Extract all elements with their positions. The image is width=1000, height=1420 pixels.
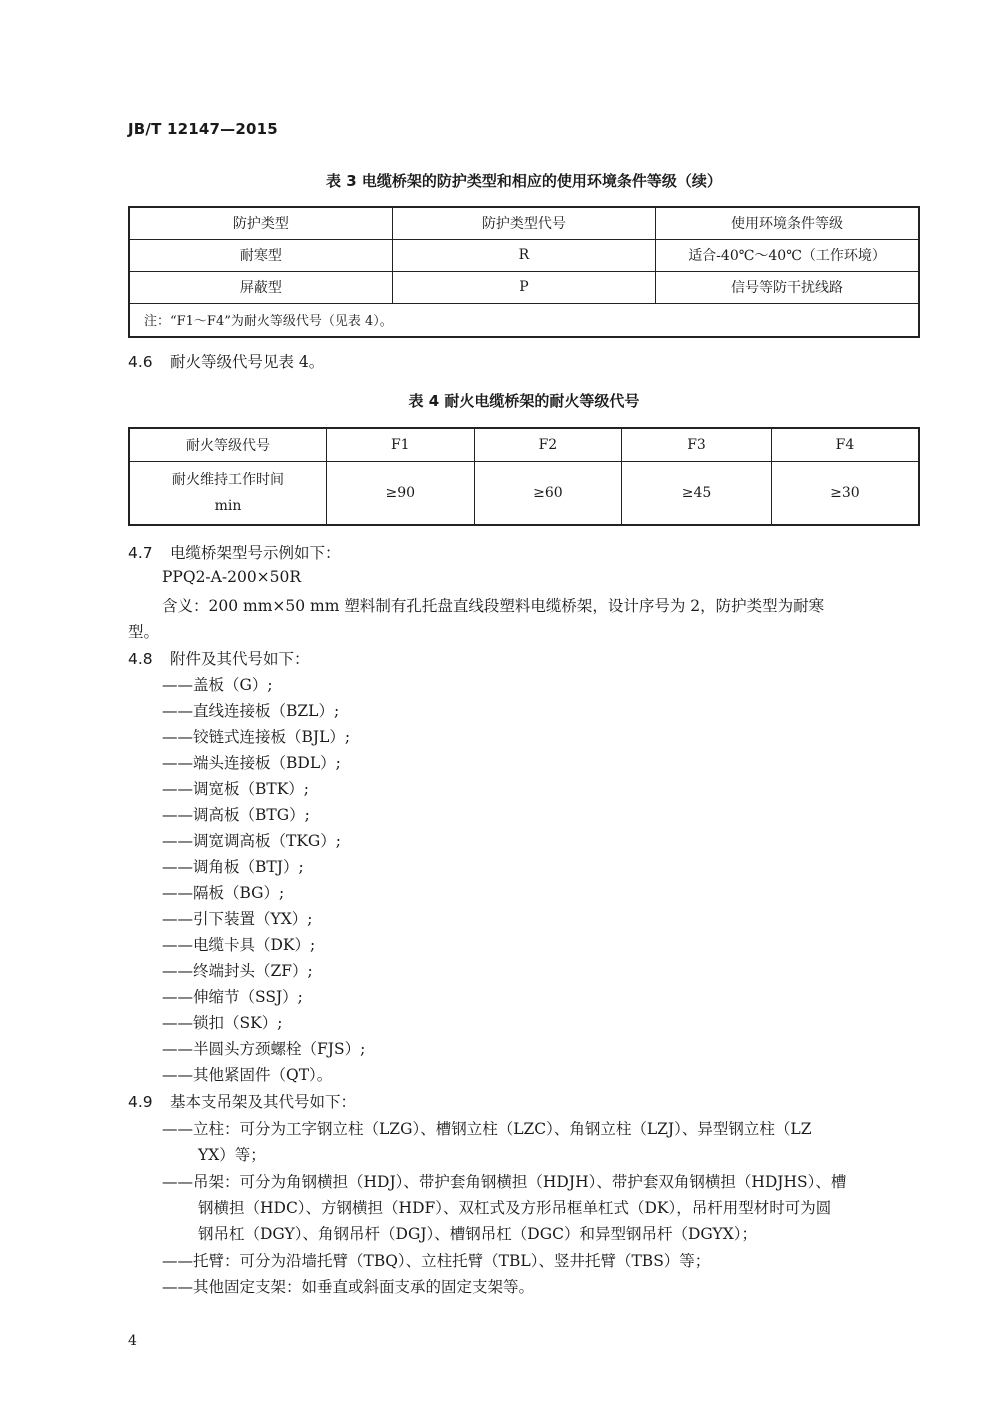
clause-number: 4.8	[128, 650, 153, 668]
list-item: ——终端封头（ZF）;	[162, 962, 313, 980]
table3-row	[129, 271, 919, 303]
table4-level-cell: F1	[326, 428, 474, 461]
list-item: ——立柱：可分为工字钢立柱（LZG）、槽钢立柱（LZC）、角钢立柱（LZJ）、异型钢立柱（LZ	[162, 1120, 812, 1138]
row-label-line: 耐火维持工作时间	[171, 471, 284, 488]
clause-text: 基本支吊架及其代号如下：	[170, 1093, 357, 1111]
table3-caption: 表 3 电缆桥架的防护类型和相应的使用环境条件等级（续）	[326, 172, 722, 190]
list-item: ——盖板（G）;	[162, 676, 273, 694]
list-item: ——托臂：可分为沿墙托臂（TBQ）、立柱托臂（TBL）、竖井托臂（TBS）等；	[162, 1252, 711, 1270]
list-item: ——锁扣（SK）;	[162, 1014, 283, 1032]
list-item: ——调宽调高板（TKG）;	[162, 832, 342, 850]
list-item-cont: 钢横担（HDC）、方钢横担（HDF）、双杠式及方形吊框单杠式（DK），吊杆用型材时可为圆	[198, 1199, 832, 1217]
table4-value-cell: ≥60	[474, 461, 622, 525]
list-item: ——其他紧固件（QT）。	[162, 1066, 333, 1084]
model-meaning: 含义：200 mm×50 mm 塑料制有孔托盘直线段塑料电缆桥架，设计序号为 2，防护类型为耐寒	[162, 597, 825, 615]
table4-row-label	[129, 461, 326, 525]
table3-cell: 耐寒型	[129, 239, 392, 271]
table4	[128, 427, 920, 526]
table3	[128, 206, 920, 338]
clause-text: 电缆桥架型号示例如下：	[170, 544, 341, 562]
table4-level-cell: F2	[474, 428, 622, 461]
standard-code: JB/T 12147—2015	[128, 120, 278, 138]
table4-header-row	[129, 428, 919, 461]
table3-row	[129, 239, 919, 271]
table4-value-cell: ≥30	[771, 461, 919, 525]
list-item: ——直线连接板（BZL）;	[162, 702, 340, 720]
list-item: ——调宽板（BTK）;	[162, 780, 310, 798]
list-item: ——调高板（BTG）;	[162, 806, 310, 824]
clause-4-6	[128, 350, 324, 372]
clause-text: 附件及其代号如下：	[170, 650, 310, 668]
clause-number: 4.9	[128, 1093, 153, 1111]
list-item: ——调角板（BTJ）;	[162, 858, 304, 876]
model-meaning-cont: 型。	[128, 623, 160, 641]
table3-header-cell: 使用环境条件等级	[656, 207, 919, 239]
list-item: ——端头连接板（BDL）;	[162, 754, 341, 772]
list-item: ——铰链式连接板（BJL）;	[162, 728, 351, 746]
list-item: ——伸缩节（SSJ）;	[162, 988, 303, 1006]
clause-number: 4.7	[128, 544, 153, 562]
table3-cell: P	[392, 271, 655, 303]
table4-header-label: 耐火等级代号	[129, 428, 326, 461]
clause-4-8	[128, 647, 310, 669]
table3-note: 注：“F1～F4”为耐火等级代号（见表 4）。	[129, 303, 919, 337]
table3-header-cell: 防护类型代号	[392, 207, 655, 239]
page-number: 4	[128, 1333, 137, 1349]
clause-4-9	[128, 1090, 356, 1112]
row-label-unit: min	[214, 497, 242, 514]
list-item: ——吊架：可分为角钢横担（HDJ）、带护套角钢横担（HDJH）、带护套双角钢横担（HDJHS）、槽	[162, 1173, 847, 1191]
table3-cell: 信号等防干扰线路	[656, 271, 919, 303]
table4-row	[129, 461, 919, 525]
list-item-cont: 钢吊杠（DGY）、角钢吊杆（DGJ）、槽钢吊杠（DGC）和异型钢吊杆（DGYX）；	[198, 1225, 758, 1243]
table3-cell: R	[392, 239, 655, 271]
list-item: ——电缆卡具（DK）;	[162, 936, 316, 954]
model-example: PPQ2-A-200×50R	[162, 568, 302, 586]
clause-4-7	[128, 541, 341, 563]
table4-level-cell: F4	[771, 428, 919, 461]
table3-header-cell: 防护类型	[129, 207, 392, 239]
table4-value-cell: ≥90	[326, 461, 474, 525]
table3-cell: 屏蔽型	[129, 271, 392, 303]
clause-number: 4.6	[128, 353, 153, 371]
table3-header-row	[129, 207, 919, 239]
list-item: ——其他固定支架：如垂直或斜面支承的固定支架等。	[162, 1278, 535, 1296]
list-item-cont: YX）等；	[198, 1146, 266, 1164]
table4-caption: 表 4 耐火电缆桥架的耐火等级代号	[408, 392, 640, 410]
list-item: ——隔板（BG）;	[162, 884, 285, 902]
table4-value-cell: ≥45	[622, 461, 772, 525]
table3-note-row	[129, 303, 919, 337]
table3-cell: 适合-40℃～40℃（工作环境）	[656, 239, 919, 271]
clause-text: 耐火等级代号见表 4。	[170, 353, 325, 371]
list-item: ——引下装置（YX）;	[162, 910, 313, 928]
table4-level-cell: F3	[622, 428, 772, 461]
list-item: ——半圆头方颈螺栓（FJS）;	[162, 1040, 366, 1058]
